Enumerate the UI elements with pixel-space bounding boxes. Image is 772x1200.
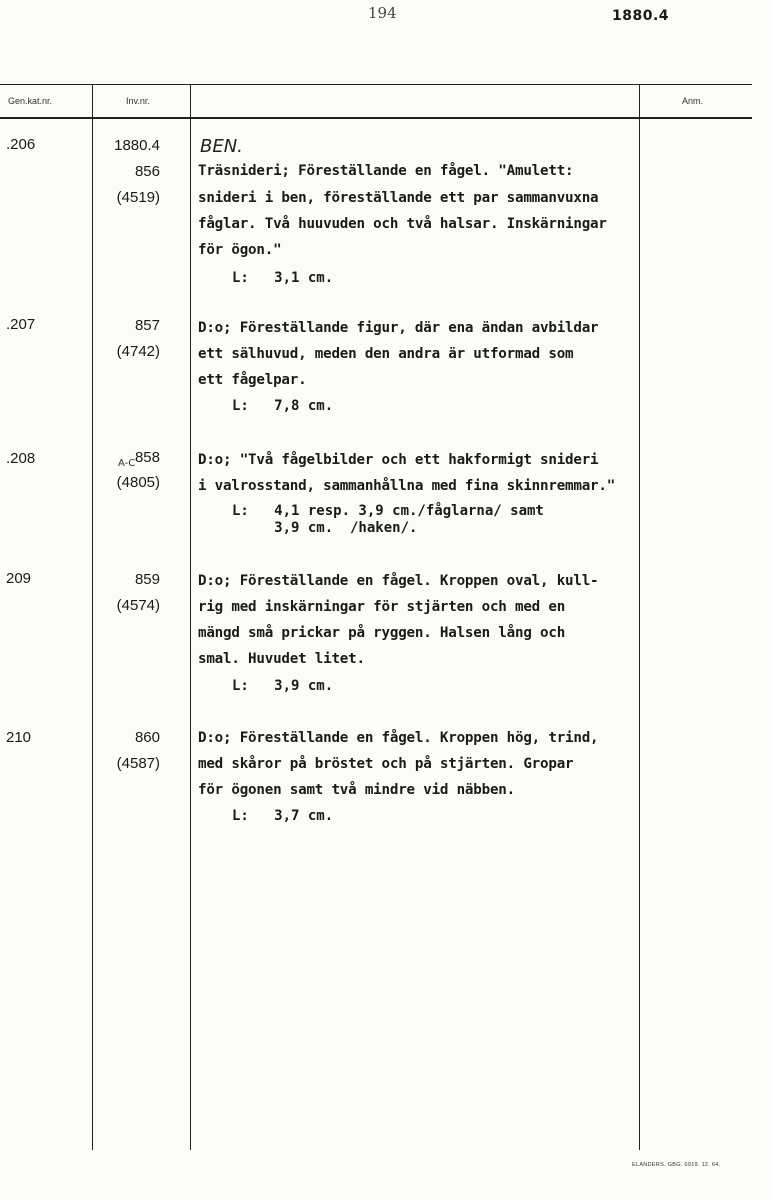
gen-number: .208 — [6, 450, 36, 467]
inv-line: 859 — [134, 571, 160, 588]
gen-number: 210 — [6, 729, 32, 746]
column-header-inv: Inv.nr. — [126, 96, 150, 106]
inv-handwritten-note: A-C — [118, 458, 136, 469]
gen-number: .206 — [6, 136, 36, 153]
inv-line: (4805) — [116, 474, 160, 491]
description-line: för ögon." — [198, 242, 282, 258]
description-line: D:o; Föreställande en fågel. Kroppen oval, kull- — [198, 573, 599, 589]
description-line: rig med inskärningar för stjärten och med en — [198, 599, 566, 615]
gen-number: 209 — [6, 570, 32, 587]
inv-line: 857 — [134, 317, 160, 334]
inv-line: 856 — [134, 163, 160, 180]
column-header-gen: Gen.kat.nr. — [8, 96, 53, 106]
description-line: D:o; "Två fågelbilder och ett hakformigt snideri — [198, 452, 599, 468]
inv-line: 858 — [134, 449, 160, 466]
description-line: ett sälhuvud, meden den andra är utformad som — [198, 346, 574, 362]
column-divider-2 — [190, 85, 191, 1150]
description-line: smal. Huvudet litet. — [198, 651, 365, 667]
measurement: L: 7,8 cm. — [232, 398, 334, 414]
description-line: med skåror på bröstet och på stjärten. Gropar — [198, 756, 574, 772]
description-line: Träsnideri; Föreställande en fågel. "Amulett: — [198, 163, 574, 179]
description-line: ett fågelpar. — [198, 372, 307, 388]
description-line: i valrosstand, sammanhållna med fina skinnremmar." — [198, 478, 616, 494]
description-line: mängd små prickar på ryggen. Halsen lång och — [198, 625, 566, 641]
handwritten-note: BEN. — [200, 136, 243, 157]
column-divider-1 — [92, 85, 93, 1150]
description-line: D:o; Föreställande figur, där ena ändan avbildar — [198, 320, 599, 336]
page-number: 194 — [368, 4, 397, 22]
inv-line: (4742) — [116, 343, 160, 360]
measurement: L: 3,9 cm. — [232, 678, 334, 694]
gen-number: .207 — [6, 316, 36, 333]
inv-line: 1880.4 — [114, 137, 160, 154]
measurement: L: 4,1 resp. 3,9 cm./fåglarna/ samt — [232, 503, 544, 519]
measurement: L: 3,7 cm. — [232, 808, 334, 824]
description-line: för ögonen samt två mindre vid näbben. — [198, 782, 515, 798]
inv-line: (4519) — [116, 189, 160, 206]
inv-line: (4574) — [116, 597, 160, 614]
measurement: L: 3,1 cm. — [232, 270, 334, 286]
measurement: 3,9 cm. /haken/. — [232, 520, 418, 536]
accession-number: 1880.4 — [612, 8, 670, 24]
description-line: fåglar. Två huuvuden och två halsar. Inskärningar — [198, 216, 607, 232]
description-line: D:o; Föreställande en fågel. Kroppen hög, trind, — [198, 730, 599, 746]
inv-line: (4587) — [116, 755, 160, 772]
inv-line: 860 — [134, 729, 160, 746]
description-line: snideri i ben, föreställande ett par sammanvuxna — [198, 190, 599, 206]
printer-imprint: ELANDERS. GBG. 6919. 12. 64. — [632, 1162, 721, 1168]
column-divider-3 — [639, 85, 640, 1150]
column-header-anm: Anm. — [682, 96, 704, 106]
